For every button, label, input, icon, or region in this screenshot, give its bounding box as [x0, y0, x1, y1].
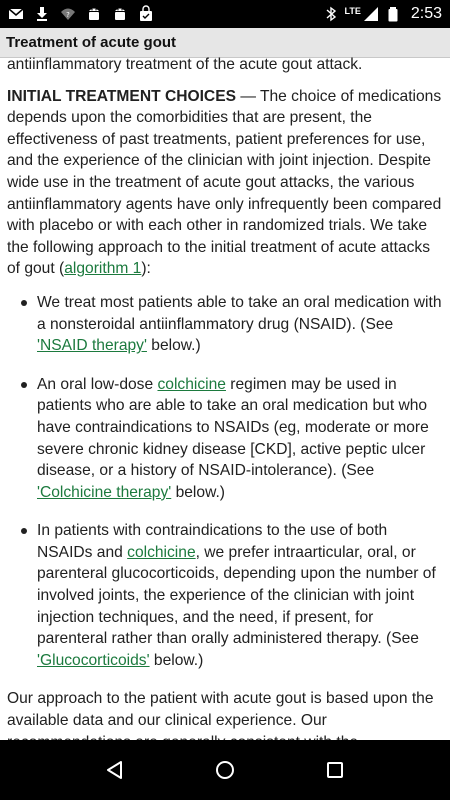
home-icon	[214, 759, 236, 781]
home-button[interactable]	[205, 750, 245, 790]
recents-button[interactable]	[315, 750, 355, 790]
section-heading: INITIAL TREATMENT CHOICES	[7, 87, 236, 105]
battery-icon	[385, 6, 401, 22]
treatment-choices-list	[7, 292, 443, 672]
android-icon	[112, 6, 128, 22]
glucocorticoids-link[interactable]: 'Glucocorticoids'	[37, 651, 150, 669]
list-item	[7, 374, 443, 504]
nsaid-therapy-link[interactable]: 'NSAID therapy'	[37, 337, 147, 355]
list-item	[7, 292, 443, 357]
wifi-question-icon	[60, 6, 76, 22]
partial-paragraph	[7, 54, 443, 76]
article-body	[7, 54, 443, 785]
bullet-icon	[21, 300, 27, 306]
notification-icons	[8, 6, 154, 22]
back-button[interactable]	[95, 750, 135, 790]
status-bar	[0, 0, 450, 28]
partial-line: antiinflammatory treatment of the acute gout attack.	[7, 56, 363, 73]
colchicine-link[interactable]: colchicine	[157, 375, 226, 393]
intro-paragraph	[7, 86, 443, 280]
bullet-text: below.)	[149, 651, 204, 669]
page-title: Treatment of acute gout	[6, 34, 177, 51]
recents-icon	[324, 759, 346, 781]
signal-icon	[363, 6, 379, 22]
bullet-text: An oral low-dose	[37, 375, 158, 393]
bullet-text: regimen may be used in patients who are able to take an oral medication but who have contraindications to NSAIDs (eg, moderate or more severe chronic kidney disease [CKD], active peptic ulcer disease, or a history of NSAID-intolerance). (See	[37, 375, 429, 480]
bullet-icon	[21, 528, 27, 534]
algorithm-link[interactable]: algorithm 1	[64, 260, 142, 278]
clock: 2:53	[410, 5, 442, 22]
svg-text:?: ?	[66, 11, 70, 19]
list-item	[7, 520, 443, 671]
android-icon	[86, 6, 102, 22]
article-content[interactable]	[0, 58, 450, 740]
shopping-bag-icon	[138, 6, 154, 22]
intro-text: — The choice of medications depends upon the comorbidities that are present, the effectiveness of past treatments, patient preferences for use, and the experience of the clinician with joint injection. Despite wide use in the treatment of acute gout attacks, the various antiinflammatory agents have only infrequently been compared with placebo or with each other in randomized trials. We take the following approach to the initial treatment of acute attacks of gout (	[7, 87, 442, 278]
bullet-text: below.)	[171, 483, 225, 501]
colchicine-link[interactable]: colchicine	[127, 543, 196, 561]
back-icon	[104, 759, 126, 781]
navigation-bar	[0, 740, 450, 800]
download-icon	[34, 6, 50, 22]
network-type: LTE	[344, 5, 361, 16]
bullet-text: We treat most patients able to take an oral medication with a nonsteroidal antiinflammatory drug (NSAID). (See	[37, 293, 442, 333]
bluetooth-icon	[323, 6, 339, 22]
system-icons	[323, 5, 442, 23]
bullet-icon	[21, 382, 27, 388]
bullet-text: , we prefer intraarticular, oral, or parenteral glucocorticoids, depending upon the number of involved joints, the experience of the clinician with joint injection techniques, and the need, if present, for parenteral rather than orally administered therapy. (See	[37, 543, 436, 648]
intro-end: ):	[141, 260, 151, 278]
bullet-text: In patients with contraindications to the use of both NSAIDs and	[37, 522, 388, 561]
bullet-text: below.)	[146, 337, 201, 355]
closing-text: Our approach to the patient with acute gout is based upon the available data and our clinical experience. Our	[7, 690, 434, 730]
colchicine-therapy-link[interactable]: 'Colchicine therapy'	[37, 483, 172, 501]
gmail-icon	[8, 6, 24, 22]
